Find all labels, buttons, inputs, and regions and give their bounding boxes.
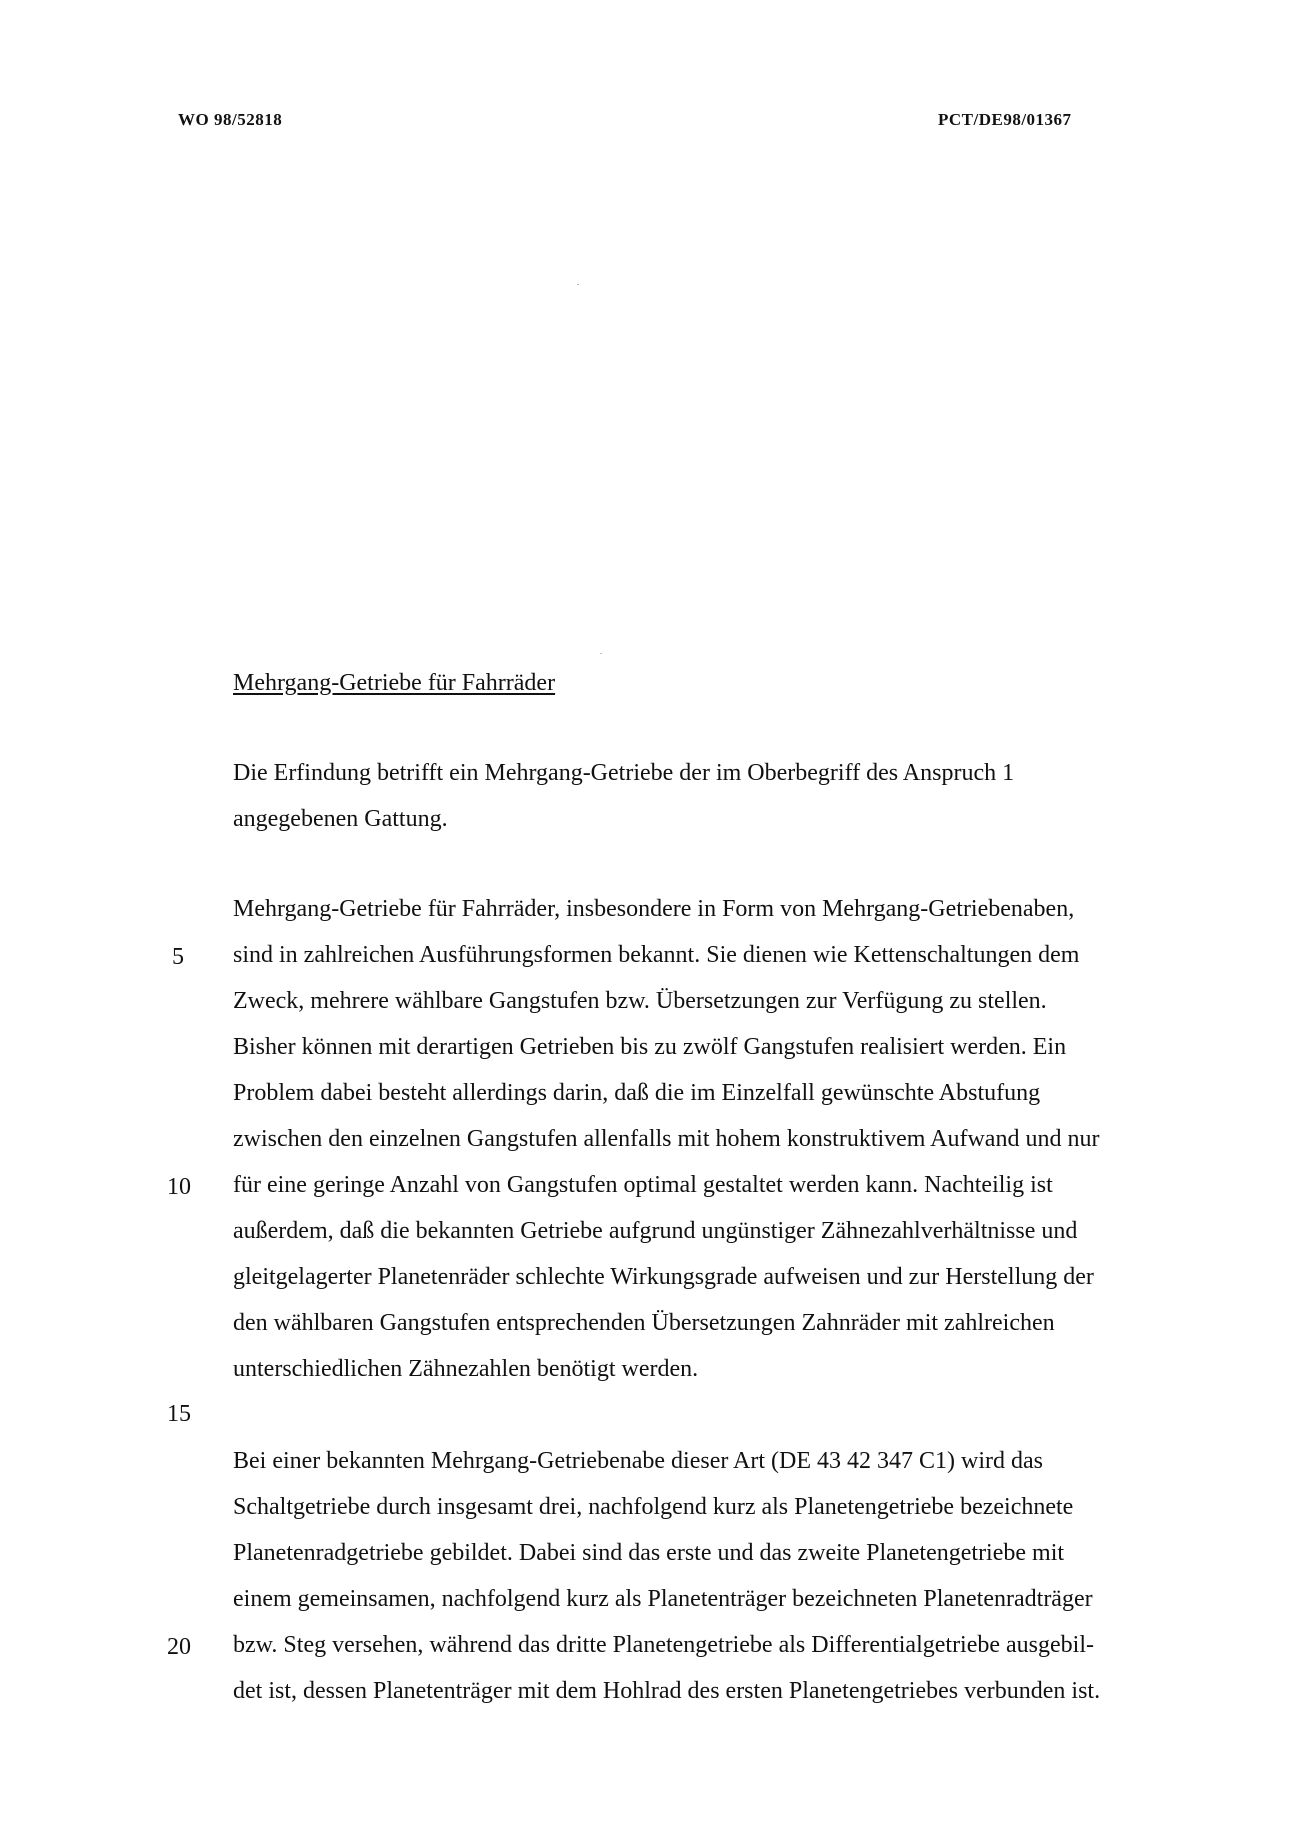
paragraph-3-line: Schaltgetriebe durch insgesamt drei, nachfolgend kurz als Planetengetriebe bezeichnete xyxy=(233,1494,1074,1520)
line-number: 20 xyxy=(167,1634,191,1660)
paragraph-3-line: Bei einer bekannten Mehrgang-Getriebenabe dieser Art (DE 43 42 347 C1) wird das xyxy=(233,1448,1043,1474)
paragraph-1-line: angegebenen Gattung. xyxy=(233,806,448,832)
paragraph-3-line: det ist, dessen Planetenträger mit dem Hohlrad des ersten Planetengetriebes verbunden ist. xyxy=(233,1678,1101,1704)
paragraph-3-line: einem gemeinsamen, nachfolgend kurz als Planetenträger bezeichneten Planetenradträger xyxy=(233,1586,1093,1612)
paragraph-2-line: außerdem, daß die bekannten Getriebe aufgrund ungünstiger Zähnezahlverhältnisse und xyxy=(233,1218,1078,1244)
paragraph-3-line: Planetenradgetriebe gebildet. Dabei sind das erste und das zweite Planetengetriebe mit xyxy=(233,1540,1065,1566)
publication-number: WO 98/52818 xyxy=(178,110,283,129)
paragraph-2-line: gleitgelagerter Planetenräder schlechte Wirkungsgrade aufweisen und zur Herstellung der xyxy=(233,1264,1094,1290)
paragraph-2-line: Mehrgang-Getriebe für Fahrräder, insbesondere in Form von Mehrgang-Getriebenaben, xyxy=(233,896,1075,922)
paragraph-2-line: Zweck, mehrere wählbare Gangstufen bzw. Übersetzungen zur Verfügung zu stellen. xyxy=(233,988,1047,1014)
application-number: PCT/DE98/01367 xyxy=(938,110,1072,129)
line-number: 5 xyxy=(172,944,184,970)
scan-speck xyxy=(577,284,579,285)
paragraph-2-line: zwischen den einzelnen Gangstufen allenfalls mit hohem konstruktivem Aufwand und nur xyxy=(233,1126,1100,1152)
paragraph-2-line: sind in zahlreichen Ausführungsformen bekannt. Sie dienen wie Kettenschaltungen dem xyxy=(233,942,1080,968)
line-number: 15 xyxy=(167,1401,191,1427)
paragraph-2-line: Problem dabei besteht allerdings darin, daß die im Einzelfall gewünschte Abstufung xyxy=(233,1080,1041,1106)
paragraph-2-line: unterschiedlichen Zähnezahlen benötigt werden. xyxy=(233,1356,699,1382)
document-title: Mehrgang-Getriebe für Fahrräder xyxy=(233,670,556,696)
paragraph-2-line: Bisher können mit derartigen Getrieben bis zu zwölf Gangstufen realisiert werden. Ein xyxy=(233,1034,1067,1060)
paragraph-2-line: den wählbaren Gangstufen entsprechenden Übersetzungen Zahnräder mit zahlreichen xyxy=(233,1310,1055,1336)
paragraph-2-line: für eine geringe Anzahl von Gangstufen optimal gestaltet werden kann. Nachteilig ist xyxy=(233,1172,1053,1198)
scan-speck xyxy=(600,653,602,654)
paragraph-3-line: bzw. Steg versehen, während das dritte Planetengetriebe als Differentialgetriebe ausgebil- xyxy=(233,1632,1094,1658)
line-number: 10 xyxy=(167,1174,191,1200)
paragraph-1-line: Die Erfindung betrifft ein Mehrgang-Getriebe der im Oberbegriff des Anspruch 1 xyxy=(233,760,1015,786)
